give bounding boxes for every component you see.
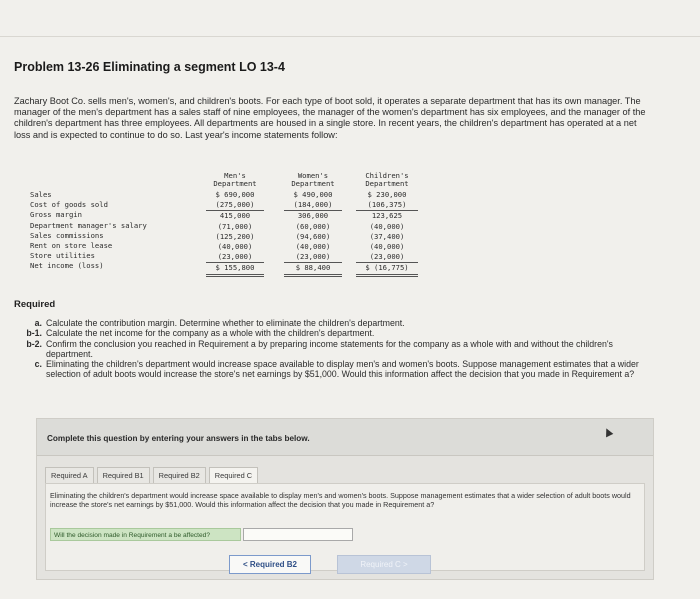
cell: 123,625 [371,211,403,221]
tab-required-c[interactable]: Required C [209,467,258,484]
cell: (23,000) [284,252,342,263]
cell: (40,000) [369,242,405,252]
cell: (40,000) [295,242,331,252]
income-statement [0,168,700,298]
row-label: Sales commissions [30,230,104,240]
divider [0,36,700,37]
childrens-column [356,172,418,277]
cell: (60,000) [295,221,331,231]
cell: (94,600) [295,231,331,241]
answer-input[interactable] [243,528,353,541]
cell: $ 230,000 [367,190,407,199]
row-label: Net income (loss) [30,261,104,271]
cell: (106,375) [356,200,418,211]
womens-column [284,172,342,277]
cell: $ 155,800 [206,263,264,276]
cell: (184,000) [284,200,342,211]
answer-label: Will the decision made in Requirement a be affected? [50,528,241,541]
row-label: Store utilities [30,251,95,261]
requirement-tabs [45,467,258,484]
column-header: Men's Department [213,171,257,188]
cell: (125,200) [215,231,255,241]
problem-intro: Zachary Boot Co. sells men's, women's, and children's boots. For each type of boot sold, it operates a separate department that has its own manager. The manager of the men's department has a sales staff of nine employees, the manager of the women's department has six employees, and the manager of the children's department has three employees. All departments are housed in a single store. In recent years, the children's department has operated at a net loss and is expected to continue to do so. Last year's income statements follow: [14,96,646,140]
row-label: Sales [30,190,52,199]
row-label: Department manager's salary [30,220,147,230]
cell: 306,000 [297,211,329,221]
answer-panel [36,418,654,580]
cell: 415,000 [219,211,251,221]
row-label: Rent on store lease [30,241,113,251]
problem-title: Problem 13-26 Eliminating a segment LO 13-4 [14,60,285,74]
cell: $ 490,000 [293,190,333,199]
cell: (40,000) [217,242,253,252]
tab-required-a[interactable]: Required A [45,467,94,484]
answer-row [50,528,470,541]
column-header: Women's Department [291,171,335,188]
question-text: Eliminating the children's department would increase space available to display men's and women's boots. Suppose management estimates that a wider selection of adult boots would increase the store's net earnings by $51,000. Would this information affect the decision that you made in Requirement a? [50,491,631,510]
requirement-item: b-1. Calculate the net income for the company as a whole with the children's department. [26,328,375,339]
cell: $ 88,400 [284,263,342,276]
next-button[interactable]: Required C > [337,555,431,574]
instruction-text: Complete this question by entering your answers in the tabs below. [47,434,310,443]
requirement-item: a. Calculate the contribution margin. Determine whether to eliminate the children's department. [34,318,405,328]
cell: (275,000) [206,200,264,211]
panel-header [37,419,653,456]
requirement-item: c. Eliminating the children's department would increase space available to display men's and women's boots. Suppose management estimates that a wider selection of adult boots would increase the store's net earnings by $51,000. Would this information affect the decision that you made in Requirement a? [34,359,639,380]
requirement-item: b-2. Confirm the conclusion you reached in Requirement a by preparing income statements for the company as a whole with and without the children's department. [26,338,613,359]
cell: (23,000) [206,252,264,263]
column-header: Children's Department [365,171,409,188]
prev-button[interactable]: < Required B2 [229,555,311,574]
required-title: Required [14,299,56,310]
cell: (40,000) [369,221,405,231]
tab-required-b2[interactable]: Required B2 [153,467,206,484]
cell: (23,000) [356,252,418,263]
mens-column [206,172,264,277]
row-label: Cost of goods sold [30,200,108,210]
cell: (37,400) [369,231,405,241]
tab-required-b1[interactable]: Required B1 [97,467,150,484]
row-labels [30,190,147,272]
row-label: Gross margin [30,210,82,220]
cell: (71,000) [217,221,253,231]
requirements-list [20,318,640,380]
cell: $ 690,000 [215,190,255,199]
cell: $ (16,775) [356,263,418,276]
